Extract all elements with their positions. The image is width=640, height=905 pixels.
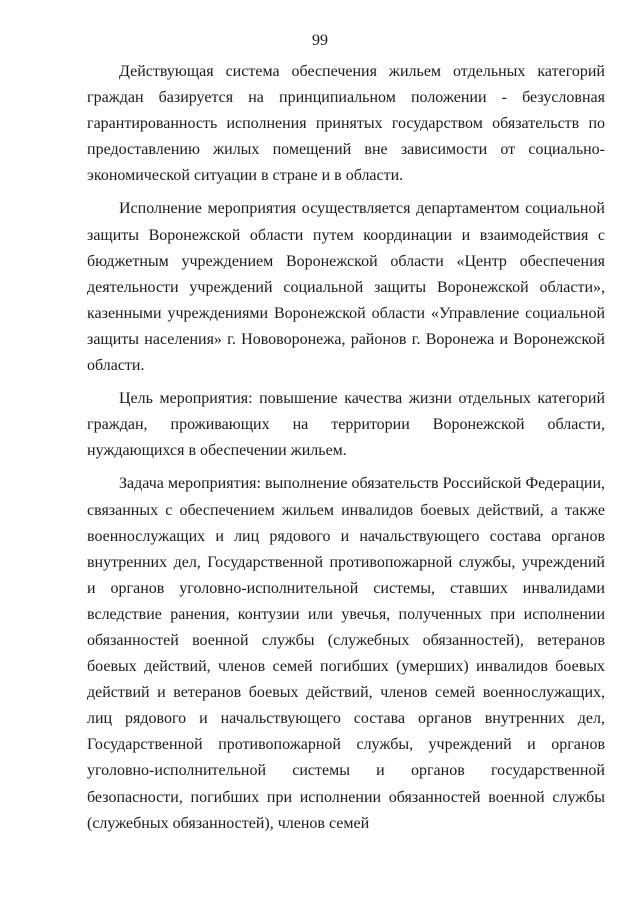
paragraph-task: Задача мероприятия: выполнение обязательств Российской Федерации, связанных с обеспечением жильем инвалидов боевых действий, а также военнослужащих и лиц рядового и начальствующего состава органов внутренних дел, Государственной противопожарной службы, учреждений и органов уголовно-исполнительной системы, ставших инвалидами вследствие ранения, контузии или увечья, полученных при исполнении обязанностей военной службы (служебных обязанностей), ветеранов боевых действий, членов семей погибших (умерших) инвалидов боевых действий и ветеранов боевых действий, членов семей военнослужащих, лиц рядового и начальствующего состава органов внутренних дел, Государственной противопожарной службы, учреждений и органов уголовно-исполнительной системы и органов государственной безопасности, погибших при исполнении обязанностей военной службы (служебных обязанностей), членов семей <box>87 475 606 832</box>
page-number: 99 <box>312 32 328 49</box>
paragraph-goal: Цель мероприятия: повышение качества жизни отдельных категорий граждан, проживающих на территории Воронежской области, нуждающихся в обеспечении жильем. <box>87 390 605 460</box>
paragraph-housing-system: Действующая система обеспечения жильем отдельных категорий граждан базируется на принципиальном положении - безусловная гарантированность исполнения принятых государством обязательств по предоставлению жилых помещений вне зависимости от социально-экономической ситуации в стране и в области. <box>87 63 605 185</box>
paragraph-execution: Исполнение мероприятия осуществляется департаментом социальной защиты Воронежской области путем координации и взаимодействия с бюджетным учреждением Воронежской области «Центр обеспечения деятельности учреждений социальной защиты Воронежской области», казенными учреждениями Воронежской области «Управление социальной защиты населения» г. Нововоронежа, районов г. Воронежа и Воронежской области. <box>87 200 605 375</box>
document-body <box>87 59 605 837</box>
